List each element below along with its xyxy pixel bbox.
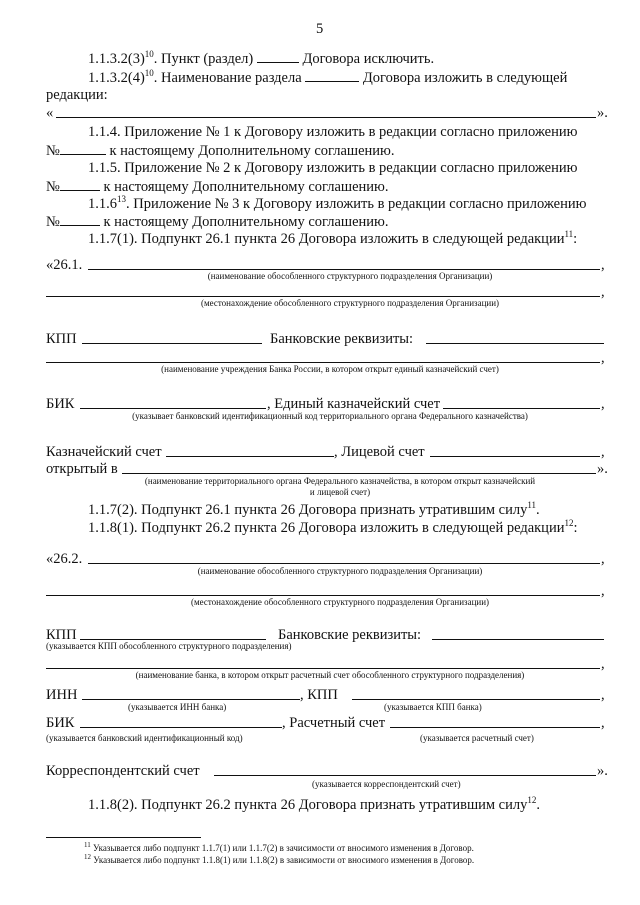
- blank-line: [56, 117, 596, 118]
- paragraph-text: . Пункт (раздел): [153, 51, 257, 67]
- clause-26-1-label: «26.1.: [46, 257, 83, 273]
- blank-line: [88, 269, 600, 270]
- caption: (указывается банковский идентификационный код): [46, 733, 243, 743]
- footnote-number: 12: [84, 853, 91, 861]
- footnote-ref: 13: [117, 194, 126, 205]
- paragraph-1-1-5: 1.1.5. Приложение № 2 к Договору изложить в редакции согласно приложению: [88, 160, 578, 176]
- paragraph-1-1-8-2: [88, 797, 540, 814]
- opened-in-label: открытый в: [46, 461, 118, 477]
- caption: (указывает банковский идентификационный код территориального органа Федерального казначейства): [132, 411, 528, 421]
- paragraph-1-1-3-2-3: [88, 50, 434, 68]
- kpp-field: [82, 343, 262, 344]
- paragraph-text: .: [536, 502, 540, 518]
- corr-account-label: Корреспондентский счет: [46, 763, 200, 779]
- comma: ,: [601, 444, 605, 460]
- paragraph-text: к настоящему Дополнительному соглашению.: [99, 179, 389, 195]
- paragraph-1-1-7-2: [88, 502, 540, 519]
- footnote-ref: 10: [144, 49, 154, 60]
- inn-label: ИНН: [46, 687, 78, 703]
- comma: ,: [601, 583, 605, 599]
- footnote-separator: [46, 837, 201, 838]
- number-sign: №: [46, 179, 60, 195]
- paragraph-1-1-6: [88, 196, 586, 213]
- clause-26-2-label: «26.2.: [46, 551, 83, 567]
- caption: (указывается расчетный счет): [420, 733, 534, 743]
- kpp2-label: , КПП: [300, 687, 338, 703]
- paragraph-text: 1.1.7(1). Подпункт 26.1 пункта 26 Договора изложить в следующей редакции: [88, 231, 565, 247]
- paragraph-text: :: [573, 520, 578, 536]
- quote-open: «: [46, 105, 54, 121]
- comma: ,: [601, 257, 605, 273]
- paragraph-continuation: редакции:: [46, 87, 108, 103]
- paragraph-1-1-7-1: [88, 231, 577, 248]
- paragraph-text: к настоящему Дополнительному соглашению.: [99, 214, 389, 230]
- blank-field: [257, 50, 299, 63]
- paragraph-continuation: [46, 213, 388, 231]
- kpp-label: КПП: [46, 627, 77, 643]
- blank-line: [46, 595, 600, 596]
- paragraph-text: . Приложение № 3 к Договору изложить в редакции согласно приложению: [126, 196, 587, 212]
- kpp-label: КПП: [46, 331, 77, 347]
- paragraph-text: 1.1.8(2). Подпункт 26.2 пункта 26 Договора признать утратившим силу: [88, 797, 528, 813]
- page-number: 5: [316, 21, 324, 37]
- settlement-account-field: [390, 727, 600, 728]
- bank-details-label: Банковские реквизиты:: [278, 627, 422, 643]
- paragraph-text: Договора исключить.: [298, 51, 435, 67]
- footnote-11: [84, 843, 474, 854]
- footnote-ref: 11: [564, 229, 574, 240]
- blank-line: [46, 362, 600, 363]
- comma: ,: [601, 284, 605, 300]
- caption: (местонахождение обособленного структурного подразделения Организации): [200, 298, 500, 308]
- caption: (наименование учреждения Банка России, в котором открыт единый казначейский счет): [161, 364, 499, 374]
- paragraph-number: 1.1.3.2(3): [88, 51, 145, 67]
- bank-details-field: [426, 343, 604, 344]
- paragraph-text: 1.1.8(1). Подпункт 26.2 пункта 26 Договора изложить в следующей редакции: [88, 520, 565, 536]
- blank-field: [305, 69, 359, 82]
- bik-label: БИК: [46, 396, 75, 412]
- caption: (указывается КПП обособленного структурного подразделения): [46, 641, 292, 651]
- comma: ,: [601, 396, 605, 412]
- caption: (указывается КПП банка): [384, 702, 482, 712]
- footnote-12: [84, 855, 474, 866]
- blank-line: [88, 563, 600, 564]
- paragraph-text: Договора изложить в следующей: [359, 70, 568, 86]
- caption: и лицевой счет): [309, 487, 371, 497]
- comma: ,: [601, 656, 605, 672]
- kazn-account-label: Казначейский счет: [46, 444, 162, 460]
- opened-in-field: [122, 473, 596, 474]
- bik-field: [80, 727, 282, 728]
- personal-account-field: [430, 456, 600, 457]
- bank-details-label: Банковские реквизиты:: [270, 331, 414, 347]
- treasury-account-label: , Единый казначейский счет: [267, 396, 441, 412]
- footnote-number: 11: [84, 841, 91, 849]
- paragraph-number: 1.1.6: [88, 196, 117, 212]
- paragraph-text: 1.1.7(2). Подпункт 26.1 пункта 26 Договора признать утратившим силу: [88, 502, 528, 518]
- comma: ,: [601, 687, 605, 703]
- personal-account-label: , Лицевой счет: [334, 444, 425, 460]
- caption: (наименование территориального органа Федерального казначейства, в котором открыт казначейский: [144, 476, 536, 486]
- bank-details-field: [432, 639, 604, 640]
- caption: (наименование обособленного структурного подразделения Организации): [197, 566, 483, 576]
- kpp-field: [80, 639, 266, 640]
- paragraph-text: :: [573, 231, 578, 247]
- caption: (указывается ИНН банка): [128, 702, 227, 712]
- footnote-ref: 10: [144, 68, 154, 79]
- treasury-account-field: [443, 408, 600, 409]
- inn-field: [82, 699, 300, 700]
- quote-close: ».: [597, 763, 608, 779]
- footnote-ref: 11: [527, 500, 537, 511]
- paragraph-1-1-8-1: [88, 520, 578, 537]
- caption: (наименование банка, в котором открыт расчетный счет обособленного структурного подразделения): [135, 670, 525, 680]
- footnote-ref: 12: [527, 795, 537, 806]
- paragraph-number: 1.1.3.2(4): [88, 70, 145, 86]
- paragraph-text: .: [536, 797, 540, 813]
- comma: ,: [601, 551, 605, 567]
- caption: (наименование обособленного структурного подразделения Организации): [207, 271, 493, 281]
- paragraph-text: . Наименование раздела: [153, 70, 306, 86]
- number-sign: №: [46, 143, 60, 159]
- paragraph-1-1-3-2-4: [88, 69, 567, 87]
- settlement-account-label: , Расчетный счет: [282, 715, 386, 731]
- blank-field: [60, 178, 100, 191]
- bik-field: [80, 408, 266, 409]
- quote-close: ».: [597, 105, 608, 121]
- comma: ,: [601, 350, 605, 366]
- blank-field: [60, 142, 106, 155]
- footnote-text: Указывается либо подпункт 1.1.8(1) или 1.1.8(2) в зависимости от вносимого изменения в Договор.: [91, 855, 475, 865]
- paragraph-1-1-4: 1.1.4. Приложение № 1 к Договору изложить в редакции согласно приложению: [88, 124, 578, 140]
- blank-line: [46, 668, 600, 669]
- corr-account-field: [214, 775, 596, 776]
- caption: (указывается корреспондентский счет): [312, 779, 461, 789]
- paragraph-continuation: [46, 142, 394, 160]
- footnote-text: Указывается либо подпункт 1.1.7(1) или 1.1.7(2) в зачисимости от вносимого изменения в Договор.: [90, 843, 474, 853]
- kazn-account-field: [166, 456, 334, 457]
- paragraph-continuation: [46, 178, 388, 196]
- caption: (местонахождение обособленного структурного подразделения Организации): [190, 597, 490, 607]
- kpp2-field: [352, 699, 600, 700]
- bik-label: БИК: [46, 715, 75, 731]
- blank-line: [46, 296, 600, 297]
- blank-field: [60, 213, 100, 226]
- paragraph-text: к настоящему Дополнительному соглашению.: [105, 143, 395, 159]
- comma: ,: [601, 715, 605, 731]
- footnote-ref: 12: [564, 518, 574, 529]
- number-sign: №: [46, 214, 60, 230]
- quote-close: ».: [597, 461, 608, 477]
